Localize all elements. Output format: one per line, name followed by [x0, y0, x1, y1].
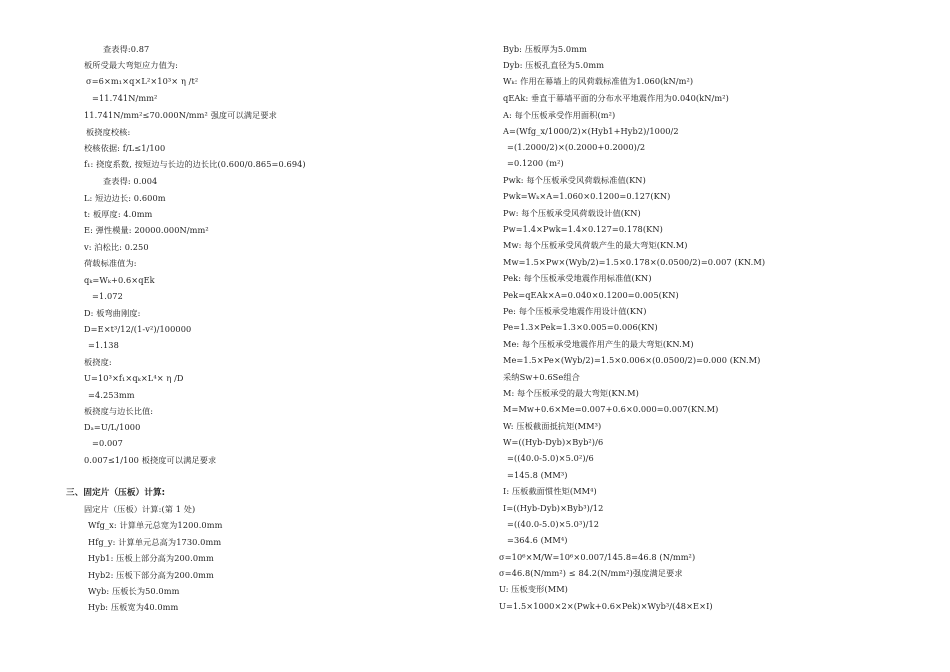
formula-line: Me=1.5×Pe×(Wyb/2)=1.5×0.006×(0.0500/2)=0.000 (KN.M)	[503, 355, 761, 365]
text-line: Pw: 每个压板承受风荷载设计值(KN)	[503, 208, 641, 218]
text-line: 采纳Sw+0.6Se组合	[503, 372, 580, 382]
text-line: 板挠度校核:	[86, 127, 131, 137]
text-line: f₁: 挠度系数, 按短边与长边的边长比(0.600/0.865=0.694)	[84, 159, 306, 169]
formula-line: σ=6×m₁×q×L²×10³× η /t²	[86, 76, 199, 86]
formula-line: =0.1200 (m²)	[507, 158, 564, 168]
text-line: L: 短边边长: 0.600m	[84, 193, 166, 203]
text-line: 校核依据: f/L≤1/100	[84, 143, 166, 153]
text-line: Wfg_x: 计算单元总宽为1200.0mm	[88, 520, 223, 530]
text-line: t: 板厚度: 4.0mm	[84, 209, 153, 219]
formula-line: =((40.0-5.0)×5.0²)/6	[507, 453, 594, 463]
formula-line: =0.007	[92, 438, 123, 448]
formula-line: A=(Wfg_x/1000/2)×(Hyb1+Hyb2)/1000/2	[503, 126, 679, 136]
formula-line: =4.253mm	[88, 390, 135, 400]
text-line: 板所受最大弯矩应力值为:	[84, 60, 179, 70]
text-line: Hyb1: 压板上部分高为200.0mm	[88, 553, 214, 563]
formula-line: =11.741N/mm²	[92, 93, 158, 103]
formula-line: Pe=1.3×Pek=1.3×0.005=0.006(KN)	[503, 322, 658, 332]
section-heading: 三、固定片（压板）计算:	[66, 488, 166, 498]
text-line: Hyb: 压板宽为40.0mm	[88, 602, 179, 612]
formula-line: Dₐ=U/L/1000	[84, 422, 141, 432]
left-column	[0, 0, 440, 672]
text-line: M: 每个压板承受的最大弯矩(KN.M)	[503, 388, 639, 398]
text-line: 板挠度与边长比值:	[84, 406, 154, 416]
formula-line: Pw=1.4×Pwk=1.4×0.127=0.178(KN)	[503, 224, 663, 234]
text-line: 查表得: 0.004	[103, 176, 158, 186]
text-line: 11.741N/mm²≤70.000N/mm² 强度可以满足要求	[84, 110, 277, 120]
formula-line: =145.8 (MM³)	[507, 470, 568, 480]
text-line: Me: 每个压板承受地震作用产生的最大弯矩(KN.M)	[503, 339, 694, 349]
formula-line: Mw=1.5×Pw×(Wyb/2)=1.5×0.178×(0.0500/2)=0.007 (KN.M)	[503, 257, 766, 267]
formula-line: D=E×t³/12/(1-v²)/100000	[84, 324, 192, 334]
formula-line: W=((Hyb-Dyb)×Byb²)/6	[503, 437, 604, 447]
text-line: I: 压板截面惯性矩(MM⁴)	[503, 486, 597, 496]
text-line: E: 弹性模量: 20000.000N/mm²	[84, 225, 209, 235]
text-line: 板挠度:	[84, 357, 112, 367]
text-line: Wₖ: 作用在幕墙上的风荷载标准值为1.060(kN/m²)	[503, 76, 694, 86]
formula-line: Pwk=Wₖ×A=1.060×0.1200=0.127(KN)	[503, 191, 671, 201]
formula-line: qₖ=Wₖ+0.6×qEk	[84, 275, 155, 285]
text-line: qEAk: 垂直于幕墙平面的分布水平地震作用为0.040(kN/m²)	[503, 93, 729, 103]
formula-line: M=Mw+0.6×Me=0.007+0.6×0.000=0.007(KN.M)	[503, 404, 719, 414]
text-line: Byb: 压板厚为5.0mm	[503, 44, 587, 54]
text-line: 0.007≤1/100 板挠度可以满足要求	[84, 455, 217, 465]
text-line: Wyb: 压板长为50.0mm	[88, 586, 180, 596]
text-line: W: 压板截面抵抗矩(MM³)	[503, 421, 602, 431]
text-line: Hfg_y: 计算单元总高为1730.0mm	[88, 537, 222, 547]
formula-line: σ=10⁶×M/W=10⁶×0.007/145.8=46.8 (N/mm²)	[499, 552, 696, 562]
formula-line: σ=46.8(N/mm²) ≤ 84.2(N/mm²)强度满足要求	[499, 568, 683, 578]
text-line: Mw: 每个压板承受风荷载产生的最大弯矩(KN.M)	[503, 240, 688, 250]
formula-line: =1.138	[88, 340, 119, 350]
text-line: Pe: 每个压板承受地震作用设计值(KN)	[503, 306, 647, 316]
text-line: Pwk: 每个压板承受风荷载标准值(KN)	[503, 175, 646, 185]
text-line: D: 板弯曲刚度:	[84, 308, 141, 318]
text-line: Pek: 每个压板承受地震作用标准值(KN)	[503, 273, 652, 283]
text-line: v: 泊松比: 0.250	[84, 242, 149, 252]
formula-line: =1.072	[92, 291, 123, 301]
text-line: A: 每个压板承受作用面积(m²)	[503, 110, 616, 120]
formula-line: Pek=qEAk×A=0.040×0.1200=0.005(KN)	[503, 290, 679, 300]
formula-line: I=((Hyb-Dyb)×Byb³)/12	[503, 503, 604, 513]
formula-line: U=10³×f₁×qₖ×L⁴× η /D	[84, 373, 184, 383]
formula-line: =(1.2000/2)×(0.2000+0.2000)/2	[507, 142, 646, 152]
text-line: 固定片（压板）计算:(第 1 处)	[84, 504, 196, 514]
text-line: U: 压板变形(MM)	[499, 584, 568, 594]
text-line: Dyb: 压板孔直径为5.0mm	[503, 60, 605, 70]
text-line: 查表得:0.87	[103, 44, 150, 54]
text-line: 荷载标准值为:	[84, 258, 137, 268]
formula-line: =364.6 (MM⁴)	[507, 535, 568, 545]
formula-line: U=1.5×1000×2×(Pwk+0.6×Pek)×Wyb³/(48×E×I)	[499, 601, 713, 611]
right-column	[475, 0, 915, 672]
text-line: Hyb2: 压板下部分高为200.0mm	[88, 570, 214, 580]
formula-line: =((40.0-5.0)×5.0³)/12	[507, 519, 600, 529]
